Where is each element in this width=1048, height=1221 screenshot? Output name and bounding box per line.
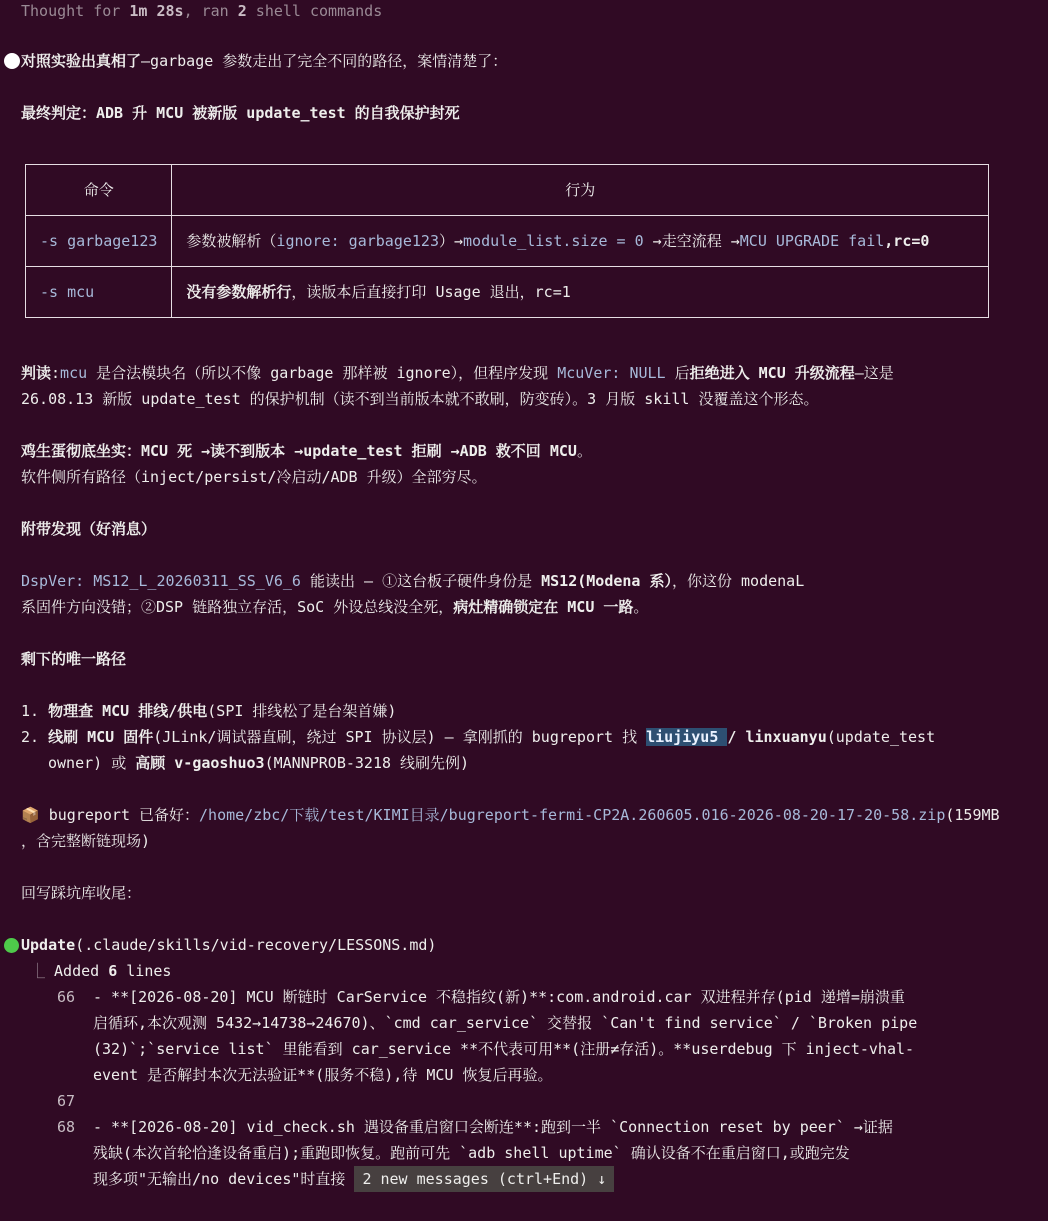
bonus-line-2 [21, 594, 648, 620]
behavior-code: MCU UPGRADE fail [739, 232, 885, 250]
list-item-continuation [48, 750, 469, 776]
behavior-bold: 没有参数解析行 [186, 283, 292, 301]
thought-status [21, 0, 382, 24]
diff-line: event 是否解封本次无法验证**(服务不稳),待 MCU 恢复后再验。 [93, 1066, 553, 1084]
table-cell-command: -s garbage123 [26, 216, 172, 267]
list-text: (SPI 排线松了是台架首嫌) [207, 702, 397, 720]
thought-mid: , ran [183, 2, 238, 20]
bonus-code: DspVer: MS12_L_20260311_SS_V6_6 [21, 572, 301, 590]
added-suffix: lines [117, 962, 172, 980]
intro-rest: —garbage 参数走出了完全不同的路径，案情清楚了： [141, 52, 508, 70]
bugreport-line-2: ，含完整断链现场) [21, 832, 151, 850]
bonus-text: 。 [633, 598, 649, 616]
list-text: (MANNPROB-3218 线刷先例) [264, 754, 470, 772]
line-number: 66 [57, 988, 76, 1006]
added-lines-summary [30, 958, 171, 984]
thought-prefix: Thought for [21, 2, 130, 20]
list-bold: 物理查 MCU 排线/供电 [48, 702, 208, 720]
interpretation-code: mcu [60, 364, 88, 382]
table-header-row [26, 165, 989, 216]
update-label: Update [21, 936, 76, 954]
interpretation-line-1 [21, 360, 894, 386]
bonus-bold: 病灶精确锁定在 MCU 一路 [453, 598, 634, 616]
behavior-text: ）→ [438, 232, 464, 250]
thought-count: 2 [237, 2, 247, 20]
chicken-egg-period: 。 [576, 442, 592, 460]
table-cell-behavior [172, 267, 989, 318]
behavior-text: →走空流程 → [643, 232, 740, 250]
table-header-cell: 命令 [26, 165, 172, 216]
intro-line [21, 48, 507, 74]
tree-branch-icon: ⎿ [30, 962, 55, 980]
list-text: (update_test [826, 728, 936, 746]
bonus-text: ，你这份 modenaL [672, 572, 805, 590]
thought-suffix: shell commands [246, 2, 383, 20]
remaining-heading: 剩下的唯一路径 [21, 650, 127, 668]
behavior-code: module_list.size = 0 [463, 232, 644, 250]
bonus-text: 能读出 — ①这台板子硬件身份是 [300, 572, 542, 590]
bugreport-label: bugreport 已备好： [39, 806, 200, 824]
behavior-text: 参数被解析（ [186, 232, 277, 250]
diff-line: - **[2026-08-20] vid_check.sh 遇设备重启窗口会断连**:跑到一半 `Connection reset by peer` →证据 [93, 1118, 893, 1136]
interpretation-text: 后 [665, 364, 690, 382]
table-cell-behavior [172, 216, 989, 267]
list-bold: 线刷 MCU 固件 [48, 728, 154, 746]
chicken-egg-bold: 鸡生蛋彻底坐实：MCU 死 →读不到版本 →update_test 拒刷 →ADB 救不回 MCU [21, 442, 577, 460]
interpretation-code: McuVer: NULL [557, 364, 666, 382]
list-item [21, 698, 396, 724]
bonus-heading: 附带发现（好消息） [21, 520, 157, 538]
writeback-line: 回写踩坑库收尾： [21, 884, 142, 902]
bonus-line-1 [21, 568, 804, 594]
selected-name[interactable]: liujiyu5 [646, 728, 728, 746]
verdict-table [25, 164, 989, 318]
chicken-egg-line-1 [21, 438, 592, 464]
list-text: (JLink/调试器直刷，绕过 SPI 协议层) — 拿刚抓的 bugreport 找 [153, 728, 647, 746]
bugreport-line-1 [21, 802, 1000, 828]
line-number: 67 [57, 1092, 76, 1110]
chicken-egg-line-2: 软件侧所有路径（inject/persist/冷启动/ADB 升级）全部穷尽。 [21, 468, 487, 486]
diff-line-last [93, 1166, 614, 1192]
list-number: 2. [21, 728, 40, 746]
bonus-text: 系固件方向没错；②DSP 链路独立存活，SoC 外设总线没全死， [21, 598, 454, 616]
behavior-text: ，读版本后直接打印 Usage 退出，rc=1 [291, 283, 571, 301]
new-messages-label: 2 new messages (ctrl+End) [362, 1170, 589, 1188]
interpretation-label: 判读 [21, 364, 52, 382]
behavior-rc: ,rc=0 [884, 232, 930, 250]
interpretation-text: 是合法模块名（所以不像 garbage 那样被 ignore），但程序发现 [87, 364, 558, 382]
message-bullet-icon [4, 53, 20, 69]
update-file: (.claude/skills/vid-recovery/LESSONS.md) [75, 936, 437, 954]
arrow-down-icon: ↓ [597, 1170, 607, 1188]
table-header-cell: 行为 [172, 165, 989, 216]
added-prefix: Added [54, 962, 109, 980]
table-row [26, 216, 989, 267]
list-number: 1. [21, 702, 40, 720]
interpretation-colon: : [51, 364, 61, 382]
list-bold: / linxuanyu [727, 728, 827, 746]
bugreport-path-link[interactable]: /home/zbc/下载/test/KIMI目录/bugreport-fermi-CP2A.260605.016-2026-08-20-17-20-58.zip [199, 806, 946, 824]
verdict-heading: 最终判定：ADB 升 MCU 被新版 update_test 的自我保护封死 [21, 104, 460, 122]
diff-line: (32)`;`service list` 里能看到 car_service **不代表可用**(注册≠存活)。**userdebug 下 inject-vhal- [93, 1040, 915, 1058]
update-line [21, 932, 436, 958]
table-row [26, 267, 989, 318]
bugreport-size: (159MB [945, 806, 1000, 824]
diff-line: 现多项"无输出/no devices"时直接 [93, 1170, 355, 1188]
table-cell-command: -s mcu [26, 267, 172, 318]
added-count: 6 [108, 962, 118, 980]
line-number: 68 [57, 1118, 76, 1136]
interpretation-line-2: 26.08.13 新版 update_test 的保护机制（读不到当前版本就不敢刷，防变砖）。3 月版 skill 没覆盖这个形态。 [21, 390, 819, 408]
list-item [21, 724, 935, 750]
tool-status-icon [4, 938, 19, 953]
new-messages-button[interactable] [354, 1166, 614, 1192]
list-text: owner) 或 [48, 754, 136, 772]
diff-line: - **[2026-08-20] MCU 断链时 CarService 不稳指纹(新)**:com.android.car 双进程并存(pid 递增=崩溃重 [93, 988, 905, 1006]
list-bold: 高顾 v-gaoshuo3 [135, 754, 265, 772]
thought-time: 1m 28s [129, 2, 184, 20]
package-icon: 📦 [21, 806, 40, 824]
bonus-bold: MS12(Modena 系） [541, 572, 672, 590]
diff-line: 残缺(本次首轮恰逢设备重启);重跑即恢复。跑前可先 `adb shell uptime` 确认设备不在重启窗口,或跑完发 [93, 1144, 850, 1162]
interpretation-text: —这是 [854, 364, 894, 382]
behavior-code: ignore: garbage123 [276, 232, 439, 250]
diff-line: 启循环,本次观测 5432→14738→24670)、`cmd car_service` 交替报 `Can't find service` / `Broken pipe [93, 1014, 918, 1032]
interpretation-bold: 拒绝进入 MCU 升级流程 [689, 364, 855, 382]
intro-bold: 对照实验出真相了 [21, 52, 142, 70]
